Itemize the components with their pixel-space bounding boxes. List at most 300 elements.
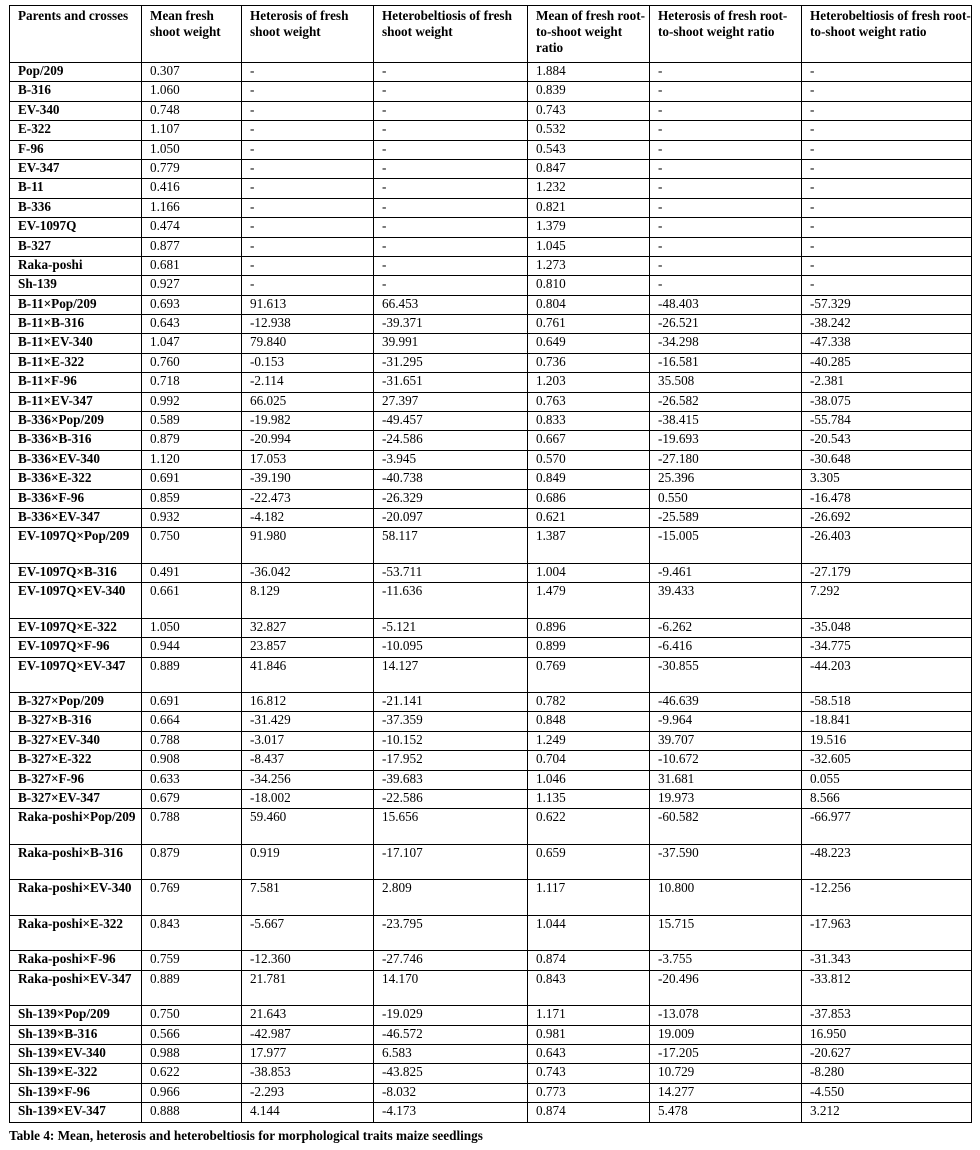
table-row [10, 101, 972, 120]
cell-heterobeltiosis-root-shoot-ratio: -27.179 [802, 563, 972, 582]
cell-heterosis-root-shoot-ratio: -26.521 [650, 315, 802, 334]
cell-heterobeltiosis-shoot-weight: -5.121 [374, 618, 528, 637]
cell-heterobeltiosis-root-shoot-ratio: -30.648 [802, 450, 972, 469]
cell-heterosis-root-shoot-ratio: -9.964 [650, 712, 802, 731]
cell-heterosis-root-shoot-ratio: 39.433 [650, 583, 802, 619]
cell-mean-shoot-weight: 0.691 [142, 470, 242, 489]
cell-heterosis-shoot-weight: -19.982 [242, 412, 374, 431]
cell-genotype: Raka-poshi×EV-347 [10, 970, 142, 1006]
cell-mean-root-shoot-ratio: 0.847 [528, 159, 650, 178]
cell-heterosis-shoot-weight: 21.643 [242, 1006, 374, 1025]
cell-mean-root-shoot-ratio: 0.649 [528, 334, 650, 353]
cell-heterobeltiosis-shoot-weight: -31.651 [374, 373, 528, 392]
cell-heterosis-shoot-weight: -18.002 [242, 790, 374, 809]
cell-genotype: Raka-poshi×E-322 [10, 915, 142, 951]
table-caption: Table 4: Mean, heterosis and heterobeltiosis for morphological traits maize seedlings [9, 1127, 483, 1143]
table-row [10, 844, 972, 880]
cell-heterobeltiosis-root-shoot-ratio: -37.853 [802, 1006, 972, 1025]
cell-genotype: EV-1097Q×B-316 [10, 563, 142, 582]
cell-genotype: B-336×EV-340 [10, 450, 142, 469]
cell-mean-shoot-weight: 0.661 [142, 583, 242, 619]
cell-genotype: EV-1097Q×Pop/209 [10, 528, 142, 564]
cell-heterobeltiosis-shoot-weight: -8.032 [374, 1083, 528, 1102]
cell-heterobeltiosis-shoot-weight: - [374, 218, 528, 237]
cell-heterobeltiosis-root-shoot-ratio: - [802, 198, 972, 217]
cell-heterobeltiosis-root-shoot-ratio: - [802, 276, 972, 295]
cell-mean-root-shoot-ratio: 0.532 [528, 121, 650, 140]
cell-heterobeltiosis-root-shoot-ratio: 19.516 [802, 731, 972, 750]
cell-heterosis-shoot-weight: -8.437 [242, 751, 374, 770]
cell-heterobeltiosis-shoot-weight: -49.457 [374, 412, 528, 431]
cell-heterosis-root-shoot-ratio: -48.403 [650, 295, 802, 314]
cell-mean-shoot-weight: 1.120 [142, 450, 242, 469]
cell-mean-root-shoot-ratio: 0.763 [528, 392, 650, 411]
cell-genotype: Raka-poshi×EV-340 [10, 880, 142, 916]
cell-mean-root-shoot-ratio: 1.273 [528, 256, 650, 275]
cell-heterobeltiosis-shoot-weight: - [374, 256, 528, 275]
cell-heterosis-root-shoot-ratio: -6.262 [650, 618, 802, 637]
table-row [10, 1045, 972, 1064]
cell-heterobeltiosis-shoot-weight: -43.825 [374, 1064, 528, 1083]
table-row [10, 159, 972, 178]
cell-heterosis-shoot-weight: -20.994 [242, 431, 374, 450]
cell-mean-shoot-weight: 0.681 [142, 256, 242, 275]
cell-heterosis-shoot-weight: 91.980 [242, 528, 374, 564]
cell-heterosis-root-shoot-ratio: -9.461 [650, 563, 802, 582]
cell-heterosis-root-shoot-ratio: -13.078 [650, 1006, 802, 1025]
table-row [10, 528, 972, 564]
cell-heterosis-root-shoot-ratio: -6.416 [650, 638, 802, 657]
cell-mean-shoot-weight: 1.060 [142, 82, 242, 101]
cell-mean-root-shoot-ratio: 0.849 [528, 470, 650, 489]
cell-heterosis-root-shoot-ratio: 19.009 [650, 1025, 802, 1044]
cell-mean-shoot-weight: 0.643 [142, 315, 242, 334]
cell-heterobeltiosis-root-shoot-ratio: - [802, 63, 972, 82]
cell-heterobeltiosis-root-shoot-ratio: -34.775 [802, 638, 972, 657]
cell-mean-root-shoot-ratio: 0.773 [528, 1083, 650, 1102]
cell-heterobeltiosis-shoot-weight: 15.656 [374, 809, 528, 845]
cell-heterosis-root-shoot-ratio: -34.298 [650, 334, 802, 353]
cell-mean-shoot-weight: 0.474 [142, 218, 242, 237]
cell-heterosis-root-shoot-ratio: 10.729 [650, 1064, 802, 1083]
cell-heterobeltiosis-shoot-weight: -17.107 [374, 844, 528, 880]
cell-heterobeltiosis-shoot-weight: -17.952 [374, 751, 528, 770]
table-row [10, 915, 972, 951]
cell-heterobeltiosis-shoot-weight: -37.359 [374, 712, 528, 731]
cell-mean-root-shoot-ratio: 0.543 [528, 140, 650, 159]
cell-mean-shoot-weight: 0.927 [142, 276, 242, 295]
cell-genotype: B-327 [10, 237, 142, 256]
cell-heterobeltiosis-root-shoot-ratio: -18.841 [802, 712, 972, 731]
cell-heterosis-shoot-weight: - [242, 276, 374, 295]
table-row [10, 334, 972, 353]
cell-mean-shoot-weight: 0.633 [142, 770, 242, 789]
table-row [10, 179, 972, 198]
table-row [10, 470, 972, 489]
cell-heterosis-root-shoot-ratio: - [650, 140, 802, 159]
cell-heterobeltiosis-shoot-weight: -31.295 [374, 353, 528, 372]
cell-heterosis-shoot-weight: -12.938 [242, 315, 374, 334]
table-row [10, 392, 972, 411]
cell-heterobeltiosis-shoot-weight: 58.117 [374, 528, 528, 564]
table-header-row [10, 6, 972, 63]
cell-genotype: B-336 [10, 198, 142, 217]
table-row [10, 373, 972, 392]
cell-genotype: EV-340 [10, 101, 142, 120]
cell-mean-shoot-weight: 0.664 [142, 712, 242, 731]
cell-mean-root-shoot-ratio: 0.874 [528, 1103, 650, 1122]
cell-genotype: Sh-139×F-96 [10, 1083, 142, 1102]
table-row [10, 508, 972, 527]
cell-heterosis-root-shoot-ratio: 5.478 [650, 1103, 802, 1122]
cell-heterosis-root-shoot-ratio: 14.277 [650, 1083, 802, 1102]
cell-mean-root-shoot-ratio: 0.622 [528, 809, 650, 845]
cell-genotype: B-336×E-322 [10, 470, 142, 489]
table-row [10, 583, 972, 619]
cell-heterosis-root-shoot-ratio: -10.672 [650, 751, 802, 770]
cell-heterosis-shoot-weight: - [242, 101, 374, 120]
cell-heterosis-shoot-weight: 41.846 [242, 657, 374, 693]
cell-heterosis-root-shoot-ratio: -38.415 [650, 412, 802, 431]
cell-mean-shoot-weight: 0.769 [142, 880, 242, 916]
cell-heterosis-shoot-weight: -39.190 [242, 470, 374, 489]
cell-heterobeltiosis-shoot-weight: -22.586 [374, 790, 528, 809]
cell-mean-shoot-weight: 0.679 [142, 790, 242, 809]
cell-mean-root-shoot-ratio: 1.004 [528, 563, 650, 582]
cell-mean-shoot-weight: 0.788 [142, 809, 242, 845]
cell-heterobeltiosis-root-shoot-ratio: -20.627 [802, 1045, 972, 1064]
cell-mean-root-shoot-ratio: 0.810 [528, 276, 650, 295]
table-row [10, 790, 972, 809]
cell-mean-shoot-weight: 0.944 [142, 638, 242, 657]
table-row [10, 638, 972, 657]
cell-heterobeltiosis-shoot-weight: - [374, 159, 528, 178]
cell-heterosis-root-shoot-ratio: -46.639 [650, 693, 802, 712]
table-row [10, 237, 972, 256]
document-page [9, 5, 971, 1144]
cell-heterobeltiosis-shoot-weight: -24.586 [374, 431, 528, 450]
results-table [9, 5, 972, 1123]
cell-heterobeltiosis-root-shoot-ratio: 0.055 [802, 770, 972, 789]
cell-heterobeltiosis-root-shoot-ratio: -4.550 [802, 1083, 972, 1102]
table-row [10, 751, 972, 770]
cell-heterobeltiosis-root-shoot-ratio: -17.963 [802, 915, 972, 951]
cell-heterosis-shoot-weight: -31.429 [242, 712, 374, 731]
cell-mean-root-shoot-ratio: 0.667 [528, 431, 650, 450]
cell-heterosis-root-shoot-ratio: -17.205 [650, 1045, 802, 1064]
cell-heterobeltiosis-shoot-weight: -26.329 [374, 489, 528, 508]
cell-mean-root-shoot-ratio: 0.769 [528, 657, 650, 693]
cell-heterosis-shoot-weight: -5.667 [242, 915, 374, 951]
cell-heterobeltiosis-root-shoot-ratio: 3.212 [802, 1103, 972, 1122]
cell-mean-shoot-weight: 0.622 [142, 1064, 242, 1083]
cell-genotype: B-327×F-96 [10, 770, 142, 789]
cell-heterobeltiosis-shoot-weight: - [374, 82, 528, 101]
table-row [10, 82, 972, 101]
cell-heterosis-root-shoot-ratio: - [650, 179, 802, 198]
table-row [10, 657, 972, 693]
cell-genotype: B-11×EV-347 [10, 392, 142, 411]
cell-genotype: B-327×E-322 [10, 751, 142, 770]
cell-heterosis-shoot-weight: 91.613 [242, 295, 374, 314]
cell-genotype: B-11×EV-340 [10, 334, 142, 353]
cell-heterobeltiosis-shoot-weight: - [374, 101, 528, 120]
cell-heterosis-shoot-weight: -3.017 [242, 731, 374, 750]
cell-heterosis-shoot-weight: -36.042 [242, 563, 374, 582]
table-row [10, 731, 972, 750]
cell-mean-shoot-weight: 1.166 [142, 198, 242, 217]
table-row [10, 618, 972, 637]
cell-mean-shoot-weight: 0.888 [142, 1103, 242, 1122]
table-row [10, 1103, 972, 1122]
cell-heterosis-root-shoot-ratio: - [650, 218, 802, 237]
cell-heterosis-root-shoot-ratio: -3.755 [650, 951, 802, 970]
cell-heterobeltiosis-shoot-weight: - [374, 276, 528, 295]
header-heterobeltiosis-fresh-shoot-weight: Heterobeltiosis of fresh shoot weight [374, 6, 528, 63]
cell-mean-shoot-weight: 0.750 [142, 1006, 242, 1025]
cell-heterobeltiosis-root-shoot-ratio: -47.338 [802, 334, 972, 353]
cell-heterobeltiosis-root-shoot-ratio: -55.784 [802, 412, 972, 431]
cell-mean-shoot-weight: 0.879 [142, 844, 242, 880]
cell-heterosis-shoot-weight: -12.360 [242, 951, 374, 970]
cell-heterosis-shoot-weight: 7.581 [242, 880, 374, 916]
cell-heterobeltiosis-shoot-weight: 27.397 [374, 392, 528, 411]
cell-heterosis-root-shoot-ratio: - [650, 101, 802, 120]
cell-mean-root-shoot-ratio: 0.821 [528, 198, 650, 217]
table-row [10, 450, 972, 469]
cell-mean-root-shoot-ratio: 1.232 [528, 179, 650, 198]
cell-heterosis-shoot-weight: - [242, 140, 374, 159]
cell-heterosis-root-shoot-ratio: 39.707 [650, 731, 802, 750]
header-parents-and-crosses: Parents and crosses [10, 6, 142, 63]
cell-mean-root-shoot-ratio: 0.570 [528, 450, 650, 469]
cell-mean-root-shoot-ratio: 0.833 [528, 412, 650, 431]
cell-heterobeltiosis-root-shoot-ratio: -16.478 [802, 489, 972, 508]
cell-heterosis-shoot-weight: - [242, 82, 374, 101]
cell-genotype: B-11×Pop/209 [10, 295, 142, 314]
cell-heterobeltiosis-root-shoot-ratio: - [802, 159, 972, 178]
cell-mean-shoot-weight: 0.566 [142, 1025, 242, 1044]
cell-heterosis-shoot-weight: - [242, 159, 374, 178]
cell-mean-shoot-weight: 0.307 [142, 63, 242, 82]
cell-heterobeltiosis-root-shoot-ratio: - [802, 140, 972, 159]
cell-heterobeltiosis-shoot-weight: -20.097 [374, 508, 528, 527]
cell-mean-root-shoot-ratio: 0.643 [528, 1045, 650, 1064]
cell-mean-root-shoot-ratio: 0.621 [528, 508, 650, 527]
cell-heterosis-root-shoot-ratio: - [650, 198, 802, 217]
cell-heterobeltiosis-shoot-weight: -23.795 [374, 915, 528, 951]
cell-mean-root-shoot-ratio: 1.045 [528, 237, 650, 256]
table-row [10, 295, 972, 314]
cell-mean-shoot-weight: 0.932 [142, 508, 242, 527]
cell-genotype: EV-1097Q×E-322 [10, 618, 142, 637]
cell-heterosis-shoot-weight: 16.812 [242, 693, 374, 712]
cell-heterosis-shoot-weight: -38.853 [242, 1064, 374, 1083]
cell-heterosis-shoot-weight: - [242, 237, 374, 256]
cell-genotype: Sh-139 [10, 276, 142, 295]
cell-genotype: B-336×Pop/209 [10, 412, 142, 431]
cell-heterobeltiosis-shoot-weight: -21.141 [374, 693, 528, 712]
cell-heterobeltiosis-shoot-weight: -39.371 [374, 315, 528, 334]
cell-mean-shoot-weight: 1.050 [142, 618, 242, 637]
cell-heterosis-root-shoot-ratio: 10.800 [650, 880, 802, 916]
cell-mean-root-shoot-ratio: 1.203 [528, 373, 650, 392]
cell-mean-shoot-weight: 0.779 [142, 159, 242, 178]
cell-genotype: B-11×E-322 [10, 353, 142, 372]
cell-mean-root-shoot-ratio: 0.743 [528, 1064, 650, 1083]
cell-heterobeltiosis-root-shoot-ratio: 8.566 [802, 790, 972, 809]
cell-heterobeltiosis-root-shoot-ratio: - [802, 82, 972, 101]
table-row [10, 1006, 972, 1025]
cell-heterosis-shoot-weight: -4.182 [242, 508, 374, 527]
cell-mean-root-shoot-ratio: 0.899 [528, 638, 650, 657]
cell-mean-shoot-weight: 0.988 [142, 1045, 242, 1064]
cell-genotype: B-316 [10, 82, 142, 101]
cell-mean-shoot-weight: 0.691 [142, 693, 242, 712]
cell-heterobeltiosis-root-shoot-ratio: -31.343 [802, 951, 972, 970]
cell-heterobeltiosis-shoot-weight: - [374, 198, 528, 217]
cell-heterosis-root-shoot-ratio: - [650, 237, 802, 256]
table-row [10, 140, 972, 159]
cell-mean-shoot-weight: 0.877 [142, 237, 242, 256]
cell-mean-shoot-weight: 1.107 [142, 121, 242, 140]
cell-genotype: EV-1097Q×EV-340 [10, 583, 142, 619]
cell-heterobeltiosis-root-shoot-ratio: -26.692 [802, 508, 972, 527]
cell-mean-root-shoot-ratio: 0.782 [528, 693, 650, 712]
cell-genotype: Raka-poshi×Pop/209 [10, 809, 142, 845]
cell-genotype: B-327×B-316 [10, 712, 142, 731]
cell-mean-root-shoot-ratio: 1.479 [528, 583, 650, 619]
cell-heterosis-root-shoot-ratio: - [650, 159, 802, 178]
table-row [10, 693, 972, 712]
cell-genotype: B-336×EV-347 [10, 508, 142, 527]
table-row [10, 315, 972, 334]
cell-mean-shoot-weight: 0.589 [142, 412, 242, 431]
cell-mean-root-shoot-ratio: 0.761 [528, 315, 650, 334]
cell-mean-shoot-weight: 0.889 [142, 657, 242, 693]
table-row [10, 489, 972, 508]
cell-heterobeltiosis-shoot-weight: -39.683 [374, 770, 528, 789]
cell-heterobeltiosis-root-shoot-ratio: -66.977 [802, 809, 972, 845]
header-heterosis-fresh-shoot-weight: Heterosis of fresh shoot weight [242, 6, 374, 63]
cell-mean-root-shoot-ratio: 0.704 [528, 751, 650, 770]
cell-heterobeltiosis-root-shoot-ratio: -35.048 [802, 618, 972, 637]
cell-heterosis-shoot-weight: 23.857 [242, 638, 374, 657]
table-row [10, 63, 972, 82]
cell-mean-root-shoot-ratio: 0.874 [528, 951, 650, 970]
cell-heterosis-shoot-weight: -0.153 [242, 353, 374, 372]
table-row [10, 970, 972, 1006]
cell-mean-shoot-weight: 0.759 [142, 951, 242, 970]
cell-mean-root-shoot-ratio: 0.981 [528, 1025, 650, 1044]
cell-genotype: E-322 [10, 121, 142, 140]
cell-genotype: Sh-139×EV-347 [10, 1103, 142, 1122]
cell-heterobeltiosis-root-shoot-ratio: 3.305 [802, 470, 972, 489]
cell-heterobeltiosis-root-shoot-ratio: -38.242 [802, 315, 972, 334]
cell-heterobeltiosis-shoot-weight: - [374, 63, 528, 82]
cell-genotype: EV-347 [10, 159, 142, 178]
cell-mean-root-shoot-ratio: 1.884 [528, 63, 650, 82]
cell-heterobeltiosis-root-shoot-ratio: -44.203 [802, 657, 972, 693]
cell-mean-shoot-weight: 0.992 [142, 392, 242, 411]
cell-heterobeltiosis-shoot-weight: 66.453 [374, 295, 528, 314]
cell-heterobeltiosis-shoot-weight: - [374, 140, 528, 159]
cell-mean-root-shoot-ratio: 0.839 [528, 82, 650, 101]
cell-heterobeltiosis-root-shoot-ratio: - [802, 256, 972, 275]
cell-heterosis-root-shoot-ratio: -30.855 [650, 657, 802, 693]
cell-mean-shoot-weight: 0.416 [142, 179, 242, 198]
table-row [10, 880, 972, 916]
cell-heterobeltiosis-shoot-weight: -3.945 [374, 450, 528, 469]
cell-heterobeltiosis-shoot-weight: - [374, 179, 528, 198]
cell-heterobeltiosis-root-shoot-ratio: - [802, 237, 972, 256]
cell-heterobeltiosis-shoot-weight: -11.636 [374, 583, 528, 619]
cell-mean-root-shoot-ratio: 0.736 [528, 353, 650, 372]
cell-heterosis-shoot-weight: 17.977 [242, 1045, 374, 1064]
cell-heterobeltiosis-root-shoot-ratio: -32.605 [802, 751, 972, 770]
table-row [10, 712, 972, 731]
cell-mean-shoot-weight: 0.748 [142, 101, 242, 120]
cell-heterosis-root-shoot-ratio: 25.396 [650, 470, 802, 489]
cell-mean-shoot-weight: 0.966 [142, 1083, 242, 1102]
cell-genotype: Sh-139×B-316 [10, 1025, 142, 1044]
cell-heterobeltiosis-root-shoot-ratio: -57.329 [802, 295, 972, 314]
cell-heterosis-shoot-weight: -2.293 [242, 1083, 374, 1102]
cell-mean-shoot-weight: 0.491 [142, 563, 242, 582]
cell-heterosis-shoot-weight: 32.827 [242, 618, 374, 637]
cell-heterobeltiosis-root-shoot-ratio: -26.403 [802, 528, 972, 564]
cell-mean-shoot-weight: 0.843 [142, 915, 242, 951]
cell-mean-root-shoot-ratio: 1.117 [528, 880, 650, 916]
cell-mean-shoot-weight: 1.050 [142, 140, 242, 159]
cell-heterosis-shoot-weight: - [242, 63, 374, 82]
cell-heterobeltiosis-root-shoot-ratio: -58.518 [802, 693, 972, 712]
cell-heterosis-shoot-weight: 0.919 [242, 844, 374, 880]
table-row [10, 770, 972, 789]
cell-heterosis-root-shoot-ratio: -25.589 [650, 508, 802, 527]
cell-heterobeltiosis-root-shoot-ratio: - [802, 121, 972, 140]
cell-mean-root-shoot-ratio: 0.848 [528, 712, 650, 731]
cell-heterosis-shoot-weight: 21.781 [242, 970, 374, 1006]
cell-heterobeltiosis-shoot-weight: -19.029 [374, 1006, 528, 1025]
cell-heterosis-root-shoot-ratio: - [650, 63, 802, 82]
cell-heterosis-shoot-weight: - [242, 256, 374, 275]
cell-heterosis-shoot-weight: - [242, 218, 374, 237]
cell-mean-shoot-weight: 0.889 [142, 970, 242, 1006]
cell-genotype: B-327×Pop/209 [10, 693, 142, 712]
cell-heterobeltiosis-root-shoot-ratio: -8.280 [802, 1064, 972, 1083]
cell-genotype: Sh-139×EV-340 [10, 1045, 142, 1064]
cell-heterosis-shoot-weight: 79.840 [242, 334, 374, 353]
cell-mean-root-shoot-ratio: 0.686 [528, 489, 650, 508]
cell-heterobeltiosis-shoot-weight: -4.173 [374, 1103, 528, 1122]
cell-genotype: EV-1097Q×F-96 [10, 638, 142, 657]
cell-genotype: Sh-139×E-322 [10, 1064, 142, 1083]
table-row [10, 809, 972, 845]
cell-heterosis-shoot-weight: 8.129 [242, 583, 374, 619]
cell-heterobeltiosis-root-shoot-ratio: -33.812 [802, 970, 972, 1006]
table-row [10, 431, 972, 450]
table-row [10, 563, 972, 582]
cell-genotype: Sh-139×Pop/209 [10, 1006, 142, 1025]
cell-heterosis-root-shoot-ratio: -26.582 [650, 392, 802, 411]
cell-heterosis-root-shoot-ratio: 35.508 [650, 373, 802, 392]
cell-heterosis-root-shoot-ratio: 31.681 [650, 770, 802, 789]
cell-heterobeltiosis-root-shoot-ratio: - [802, 218, 972, 237]
cell-heterobeltiosis-root-shoot-ratio: -2.381 [802, 373, 972, 392]
cell-heterosis-root-shoot-ratio: 0.550 [650, 489, 802, 508]
cell-genotype: Raka-poshi×F-96 [10, 951, 142, 970]
